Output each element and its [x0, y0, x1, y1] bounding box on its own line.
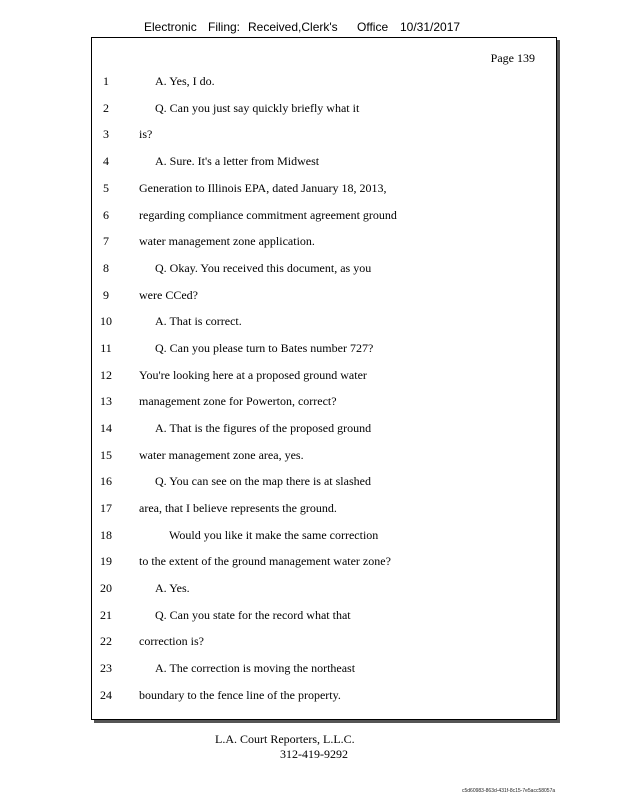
page-number: Page 139	[490, 51, 535, 65]
line-text: You're looking here at a proposed ground water	[139, 368, 367, 382]
line-number: 2	[103, 101, 109, 115]
line-number: 10	[100, 314, 112, 328]
line-text: A. Yes, I do.	[155, 74, 215, 88]
line-text: were CCed?	[139, 288, 198, 302]
line-number: 23	[100, 661, 112, 675]
reporter-phone: 312-419-9292	[280, 747, 348, 761]
line-text: correction is?	[139, 634, 204, 648]
line-text: A. The correction is moving the northeast	[155, 661, 356, 675]
line-number: 22	[100, 634, 112, 648]
line-text: Q. You can see on the map there is at slashed	[155, 474, 371, 488]
line-number: 14	[100, 421, 112, 435]
line-text: regarding compliance commitment agreement ground	[139, 208, 397, 222]
line-text: to the extent of the ground management water zone?	[139, 554, 391, 568]
line-text: Would you like it make the same correction	[169, 528, 379, 542]
line-text: Q. Can you just say quickly briefly what it	[155, 101, 360, 115]
reporter-company: L.A. Court Reporters, L.L.C.	[215, 732, 355, 746]
line-number: 19	[100, 554, 112, 568]
line-text: A. That is correct.	[155, 314, 242, 328]
line-text: management zone for Powerton, correct?	[139, 394, 337, 408]
filing-word-filing: Filing:	[208, 20, 241, 34]
document-id: c5d60983-863d-431f-8c15-7e5acc58057a	[462, 788, 556, 794]
line-text: boundary to the fence line of the property.	[139, 688, 341, 702]
line-text: water management zone application.	[139, 234, 315, 248]
filing-word-office: Office	[357, 20, 389, 34]
line-number: 5	[103, 181, 109, 195]
line-text: water management zone area, yes.	[139, 448, 304, 462]
line-text: A. Sure. It's a letter from Midwest	[155, 154, 320, 168]
line-number: 17	[100, 501, 112, 515]
line-number: 8	[103, 261, 109, 275]
line-number: 24	[100, 688, 112, 702]
line-number: 6	[103, 208, 109, 222]
line-number: 9	[103, 288, 109, 302]
line-text: area, that I believe represents the ground.	[139, 501, 337, 515]
filing-word-received: Received,Clerk's	[248, 20, 338, 34]
line-text: Q. Okay. You received this document, as you	[155, 261, 372, 275]
line-number: 11	[100, 341, 112, 355]
line-number: 18	[100, 528, 112, 542]
line-number: 21	[100, 608, 112, 622]
filing-date: 10/31/2017	[400, 20, 461, 34]
line-number: 15	[100, 448, 112, 462]
line-number: 1	[103, 74, 109, 88]
line-number: 12	[100, 368, 112, 382]
line-number: 20	[100, 581, 112, 595]
line-text: is?	[139, 127, 153, 141]
line-number: 3	[103, 127, 109, 141]
line-text: Generation to Illinois EPA, dated January 18, 2013,	[139, 181, 387, 195]
line-number: 16	[100, 474, 112, 488]
filing-word-electronic: Electronic	[144, 20, 197, 34]
line-text: Q. Can you state for the record what that	[155, 608, 351, 622]
line-text: A. That is the figures of the proposed ground	[155, 421, 372, 435]
line-number: 4	[103, 154, 109, 168]
line-text: A. Yes.	[155, 581, 190, 595]
line-text: Q. Can you please turn to Bates number 727?	[155, 341, 374, 355]
line-number: 7	[103, 234, 109, 248]
line-number: 13	[100, 394, 112, 408]
